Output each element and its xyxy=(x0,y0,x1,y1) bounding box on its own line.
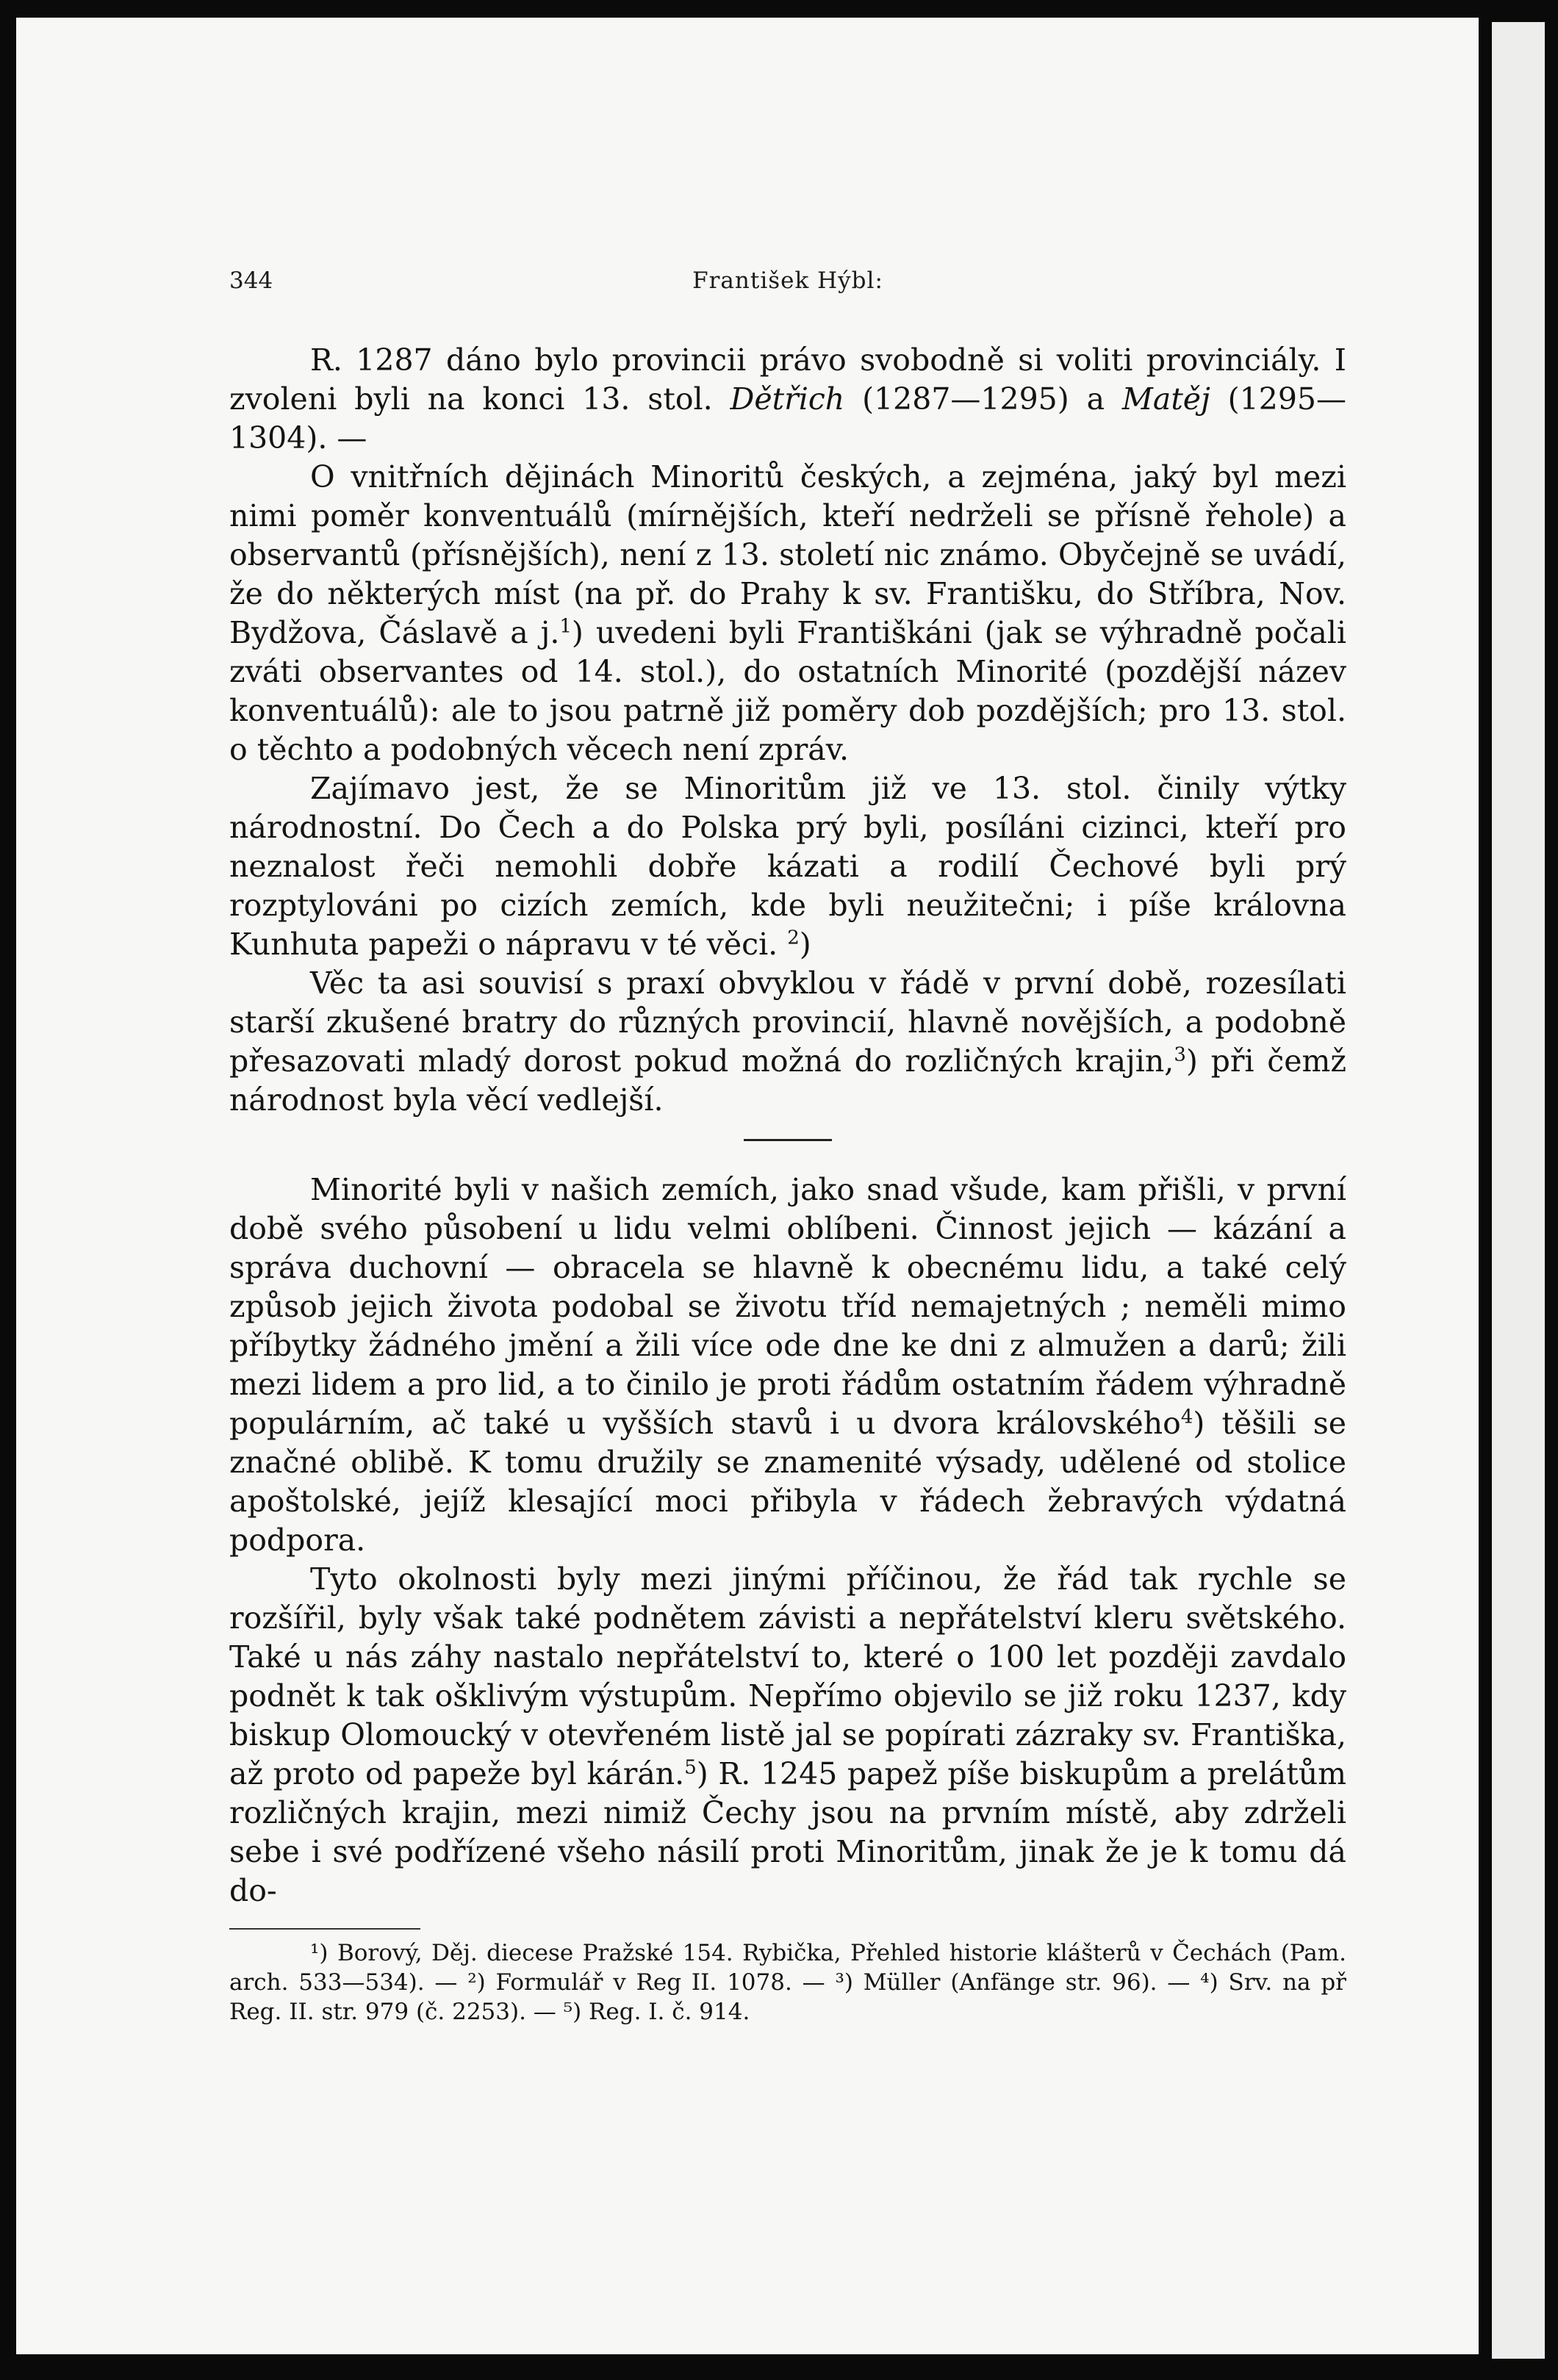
footnote-mark: 3 xyxy=(1174,1043,1186,1066)
footnote-mark: 5 xyxy=(684,1756,697,1779)
text-run: ) xyxy=(799,927,811,962)
footnote-mark: 4 xyxy=(1180,1406,1193,1428)
footnote-text: ¹) Borový, Děj. diecese Pražské 154. Rybička, Přehled historie klášterů v Čechách (Pam. arch. 533—534). — ²) Formulář v Reg II. 1078. — ³) Müller (Anfänge str. 96). — ⁴) Srv. na př Reg. II. str. 979 (č. 2253). — ⁵) Reg. I. č. 914. xyxy=(229,1940,1346,2025)
text-run: O vnitřních dějinách Minoritů českých, a zejména, jaký byl mezi nimi poměr konventuálů (mírnějších, kteří nedrželi se přísně řehole) a observantů (přísnějších), není z 13. století nic známo. Obyčejně se uvádí, že do některých míst (na př. do Prahy k sv. Františku, do Stříbra, Nov. Bydžova, Čáslavě a j. xyxy=(229,459,1346,650)
text-run: (1295—1304). — xyxy=(229,381,1346,456)
text-run: ) při čemž národnost byla věcí vedlejší. xyxy=(229,1043,1346,1118)
italic-name: Matěj xyxy=(1121,381,1210,417)
book-page xyxy=(16,18,1479,2354)
paragraph xyxy=(229,769,1346,964)
paragraph xyxy=(229,458,1346,769)
paragraph xyxy=(229,341,1346,458)
text-run: Zajímavo jest, že se Minoritům již ve 13. stol. činily výtky národnostní. Do Čech a do Polska prý byli, posíláni cizinci, kteří pro neznalost řeči nemohli dobře kázati a rodilí Čechové byli prý rozptylováni po cizích zemích, kde byli neužitečni; i píše královna Kunhuta papeži o nápravu v té věci. xyxy=(229,771,1346,962)
text-run: Minorité byli v našich zemích, jako snad všude, kam přišli, v první době svého působení u lidu velmi oblíbeni. Činnost jejich — kázání a správa duchovní — obracela se hlavně k obecnému lidu, a také celý způsob jejich života podobal se životu tříd nemajetných ; neměli mimo příbytky žádného jmění a žili více ode dne ke dni z almužen a darů; žili mezi lidem a pro lid, a to činilo je proti řádům ostatním řádem výhradně populárním, ač také u vyšších stavů i u dvora královského xyxy=(229,1172,1346,1441)
page-header xyxy=(229,267,1346,297)
footnotes xyxy=(229,1938,1346,2027)
paragraph xyxy=(229,1560,1346,1910)
paragraph xyxy=(229,964,1346,1120)
section-divider xyxy=(744,1139,832,1141)
text-run: (1287—1295) a xyxy=(844,381,1122,417)
footnote-divider xyxy=(229,1928,420,1930)
text-run: Věc ta asi souvisí s praxí obvyklou v řádě v první době, rozesílati starší zkušené bratry do různých provincií, hlavně novějších, a podobně přesazovati mladý dorost pokud možná do rozličných krajin, xyxy=(229,966,1346,1079)
page-number: 344 xyxy=(229,267,273,294)
page-edge xyxy=(1492,22,1545,2359)
italic-name: Dětřich xyxy=(730,381,845,417)
footnote-mark: 1 xyxy=(559,615,572,638)
page-body xyxy=(229,341,1346,2027)
text-run: ) uvedeni byli Františkáni (jak se výhradně počali zváti observantes od 14. stol.), do ostatních Minorité (pozdější název konventuálů): ale to jsou patrně již poměry dob pozdějších; pro 13. stol. o těchto a podobných věcech není zpráv. xyxy=(229,615,1346,767)
text-run: Tyto okolnosti byly mezi jinými příčinou, že řád tak rychle se rozšířil, byly však také podnětem závisti a nepřátelství kleru světského. Také u nás záhy nastalo nepřátelství to, které o 100 let později zavdalo podnět k tak ošklivým výstupům. Nepřímo objevilo se již roku 1237, kdy biskup Olomoucký v otevřeném listě jal se popírati zázraky sv. Františka, až proto od papeže byl kárán. xyxy=(229,1561,1346,1791)
running-title: František Hýbl: xyxy=(692,267,883,294)
text-run: ) R. 1245 papež píše biskupům a prelátům rozličných krajin, mezi nimiž Čechy jsou na prvním místě, aby zdrželi sebe i své podřízené všeho násilí proti Minoritům, jinak že je k tomu dá do- xyxy=(229,1756,1346,1908)
text-run: R. 1287 dáno bylo provincii právo svobodně si voliti provinciály. I zvoleni byli na konci 13. stol. xyxy=(229,342,1346,417)
footnote-mark: 2 xyxy=(787,927,800,949)
paragraph xyxy=(229,1171,1346,1560)
text-run: ) těšili se značné oblibě. K tomu družily se znamenité výsady, udělené od stolice apoštolské, jejíž klesající moci přibyla v řádech žebravých výdatná podpora. xyxy=(229,1406,1346,1558)
